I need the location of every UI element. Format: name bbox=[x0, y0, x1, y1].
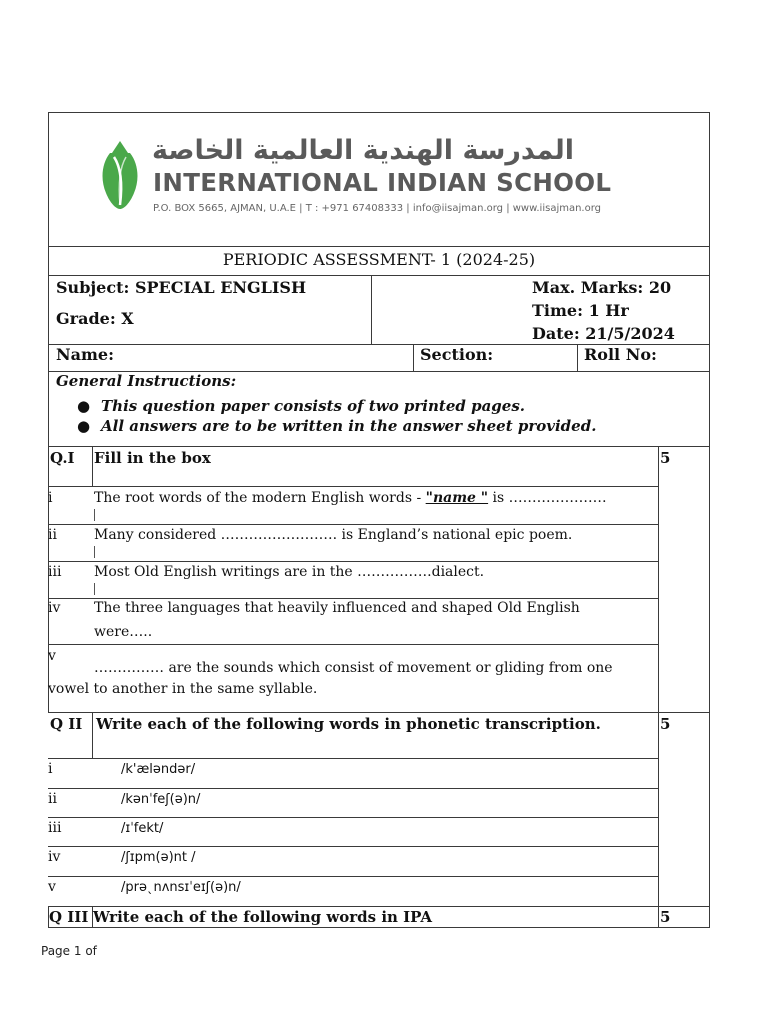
general-instructions-box bbox=[48, 371, 710, 447]
q1-item-number: i bbox=[48, 490, 53, 506]
q1-item-number: iv bbox=[48, 600, 61, 616]
header-box bbox=[48, 112, 710, 247]
q3-number: Q III bbox=[49, 908, 89, 926]
q2-item-transcription: /ɪˈfekt/ bbox=[121, 821, 164, 836]
q1-item-number: v bbox=[48, 648, 56, 664]
q2-number: Q II bbox=[50, 715, 83, 733]
date-label: Date: 21/5/2024 bbox=[532, 324, 675, 343]
q2-item-transcription: /k'æləndər/ bbox=[121, 762, 196, 777]
q1-item-text-line1: The three languages that heavily influenced and shaped Old English bbox=[94, 600, 580, 616]
exam-title-row bbox=[48, 246, 710, 276]
q1-item-text-line2: vowel to another in the same syllable. bbox=[48, 681, 318, 697]
q2-item-transcription: /prəˎnʌnsɪˈeɪʃ(ə)n/ bbox=[121, 880, 241, 895]
subject-info-row bbox=[48, 275, 710, 345]
exam-title: PERIODIC ASSESSMENT- 1 (2024-25) bbox=[222, 250, 536, 269]
q1-title: Fill in the box bbox=[94, 449, 211, 467]
bullet-icon: ● bbox=[77, 397, 91, 415]
q3-marks: 5 bbox=[660, 908, 671, 926]
text-cursor bbox=[94, 509, 95, 521]
roll-no-field-label: Roll No: bbox=[584, 345, 657, 364]
instructions-heading: General Instructions: bbox=[56, 372, 237, 390]
q1-marks: 5 bbox=[660, 449, 671, 467]
q1-item-text: The root words of the modern English words - "name " is ………………… bbox=[94, 490, 607, 506]
instruction-item: This question paper consists of two printed pages. bbox=[101, 397, 525, 415]
q1-item-text: Many considered ……………………. is England’s national epic poem. bbox=[94, 527, 573, 543]
time-label: Time: 1 Hr bbox=[532, 301, 629, 320]
school-arabic-name: المدرسة الهندية العالمية الخاصة bbox=[152, 135, 574, 166]
q2-item-transcription: /kənˈfeʃ(ə)n/ bbox=[121, 792, 201, 807]
q2-item-number: ii bbox=[48, 791, 57, 807]
q2-item-number: i bbox=[48, 761, 53, 777]
q1-item-number: iii bbox=[48, 564, 62, 580]
subject-label: Subject: SPECIAL ENGLISH bbox=[56, 278, 307, 297]
q2-item-number: iv bbox=[48, 849, 61, 865]
q2-marks: 5 bbox=[660, 715, 671, 733]
q2-item-number: v bbox=[48, 879, 56, 895]
q2-item-number: iii bbox=[48, 820, 62, 836]
text-cursor bbox=[94, 546, 95, 558]
school-logo-icon bbox=[98, 139, 142, 211]
max-marks-label: Max. Marks: 20 bbox=[532, 278, 672, 297]
q2-title: Write each of the following words in phonetic transcription. bbox=[96, 715, 601, 733]
school-name: INTERNATIONAL INDIAN SCHOOL bbox=[153, 168, 612, 197]
q1-item-number: ii bbox=[48, 527, 57, 543]
q1-number: Q.I bbox=[50, 449, 75, 467]
page-number-label: Page 1 of bbox=[41, 944, 97, 958]
student-details-row bbox=[48, 344, 710, 372]
school-contact: P.O. BOX 5665, AJMAN, U.A.E | T : +971 67408333 | info@iisajman.org | www.iisajman.org bbox=[153, 203, 602, 214]
q2-item-transcription: /ʃɪpm(ə)nt / bbox=[121, 850, 196, 865]
section-field-label: Section: bbox=[420, 345, 494, 364]
grade-label: Grade: X bbox=[56, 309, 134, 328]
q3-title: Write each of the following words in IPA bbox=[93, 908, 433, 926]
q1-item-text-line1: …………… are the sounds which consist of movement or gliding from one bbox=[94, 660, 613, 676]
q1-item-text-line2: were….. bbox=[94, 624, 153, 640]
text-cursor bbox=[94, 583, 95, 595]
name-field-label: Name: bbox=[56, 345, 115, 364]
bullet-icon: ● bbox=[77, 417, 91, 435]
q1-item-text: Most Old English writings are in the …………….dialect. bbox=[94, 564, 485, 580]
questions-table bbox=[48, 446, 710, 928]
instruction-item: All answers are to be written in the answer sheet provided. bbox=[101, 417, 597, 435]
